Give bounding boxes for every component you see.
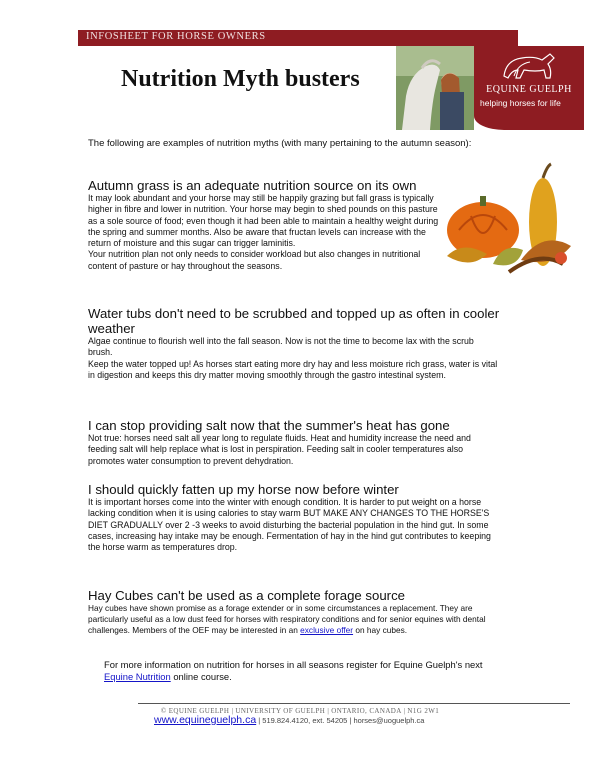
website-link[interactable]: www.equineguelph.ca [154, 714, 257, 726]
horse-photo [396, 46, 474, 130]
myth-heading: I can stop providing salt now that the summer's heat has gone [88, 418, 450, 433]
myth-section-hay-cubes [88, 588, 500, 636]
footer-contact [154, 714, 424, 726]
myth-body [88, 603, 500, 636]
horse-logo-icon [474, 46, 584, 86]
myth-section-autumn-grass [88, 178, 500, 272]
exclusive-offer-link[interactable]: exclusive offer [300, 625, 354, 635]
course-info-text: online course. [173, 671, 232, 682]
myth-section-fatten-up [88, 482, 500, 553]
myth-body: It may look abundant and your horse may still be happily grazing but fall grass is typically higher in fibre and lower in nutrition. Your horse may begin to shed pounds on this pasture as a sole source of food; even though it had been able to maintain a healthy weight during the spring and summer months. Also be aware that fructan levels can increase with the return of moisture and this sugar can trigger laminitis. [88, 193, 439, 249]
myth-body: Keep the water topped up! As horses start eating more dry hay and less moisture rich grass, water is vital in digestion and keeps this dry matter moving smoothly through the gastro intestinal system. [88, 358, 498, 380]
myth-heading: Water tubs don't need to be scrubbed and topped up as often in cooler weather [88, 306, 500, 336]
myth-heading: Autumn grass is an adequate nutrition source on its own [88, 178, 417, 193]
footer-contact-text: | 519.824.4120, ext. 54205 | horses@uoguelph.ca [258, 716, 425, 725]
equine-nutrition-link[interactable]: Equine Nutrition [104, 671, 171, 682]
myth-body-text: on hay cubes. [355, 625, 408, 635]
myth-heading: I should quickly fatten up my horse now before winter [88, 482, 399, 497]
equine-guelph-logo [474, 46, 584, 130]
footer-divider [138, 703, 570, 704]
myth-body: Not true: horses need salt all year long to regulate fluids. Heat and humidity increase the need and feeding salt will help replace what is lost in perspiration. Feeding salt in cooler temperatures also promotes water consumption to prevent dehydration. [88, 433, 471, 466]
myth-body: Algae continue to flourish well into the fall season. Now is not the time to become lax with the scrub brush. [88, 336, 474, 358]
banner-text: INFOSHEET FOR HORSE OWNERS [86, 31, 266, 42]
brand-tagline: helping horses for life [480, 98, 561, 108]
course-info-text: For more information on nutrition for horses in all seasons register for Equine Guelph's next [104, 659, 483, 670]
intro-text: The following are examples of nutrition myths (with many pertaining to the autumn season): [88, 138, 472, 149]
myth-body-text: Hay cubes have shown promise as a forage extender or in some circumstances a replacement. They are particularly useful as a low dust feed for horses with respiratory conditions and for senior equines with dental challenges. Members of the OEF may be interested in an [88, 603, 486, 635]
course-info [104, 659, 502, 683]
footer-address: © EQUINE GUELPH | UNIVERSITY OF GUELPH | ONTARIO, CANADA | N1G 2W1 [160, 707, 440, 715]
page-title: Nutrition Myth busters [121, 66, 360, 92]
infosheet-banner [78, 30, 518, 46]
myth-section-salt [88, 418, 500, 467]
myth-body: It is important horses come into the winter with enough condition. It is harder to put weight on a horse lacking condition when it is using calories to stay warm BUT MAKE ANY CHANGES TO THE HORSE'S DIET GRADUALLY over 2 -3 weeks to avoid disturbing the bacterial population in the hind gut. In some cases, increasing hay intake may be enough. Fermentation of hay in the hind gut contributes to keeping the horse warm as temperatures drop. [88, 497, 491, 553]
myth-body: Your nutrition plan not only needs to consider workload but also changes in nutritional content of pasture or hay throughout the seasons. [88, 249, 421, 271]
brand-name: EQUINE GUELPH [486, 84, 572, 95]
myth-section-water-tubs [88, 306, 500, 381]
myth-heading: Hay Cubes can't be used as a complete forage source [88, 588, 406, 603]
